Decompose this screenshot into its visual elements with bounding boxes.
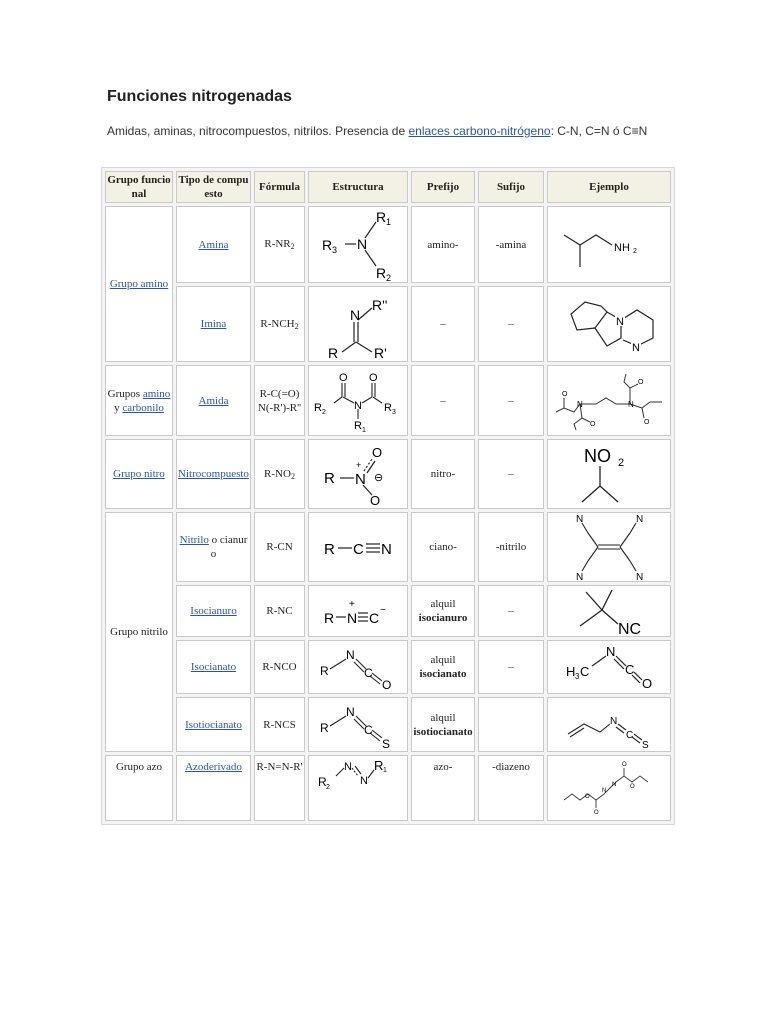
svg-text:2: 2 (618, 457, 625, 469)
svg-text:O: O (630, 784, 635, 790)
svg-text:2: 2 (322, 408, 326, 416)
prefijo-amina-cell: amino- (411, 206, 475, 283)
example-isotiocianato-cell (547, 697, 671, 752)
nitrogen-functions-table (101, 167, 675, 825)
formula-isocianato-cell: R-NCO (254, 640, 305, 694)
link-amino[interactable]: amino (142, 387, 171, 400)
structure-imide-diagram (310, 367, 406, 435)
svg-text:O: O (642, 676, 653, 691)
formula-amida-cell: R-C(=O)N(-R')-R'' (254, 365, 305, 436)
page-title: Funciones nitrogenadas (107, 88, 292, 105)
header-estructura: Estructura (308, 171, 408, 203)
example-isocianato-cell (547, 640, 671, 694)
example-methyl-isocyanate-diagram (554, 642, 664, 692)
structure-nitrile-diagram (310, 527, 406, 567)
structure-nitro-cell (308, 439, 408, 509)
table-row-amida (105, 365, 671, 436)
svg-text:N: N (354, 399, 362, 412)
svg-text:C: C (353, 541, 364, 558)
svg-text:N: N (632, 342, 640, 354)
link-nitrilo[interactable]: Nitrilo (179, 534, 209, 546)
prefijo-isotiocianato-cell: alquil isotiocianato (411, 697, 475, 752)
svg-text:N: N (636, 572, 644, 581)
svg-text:+: + (356, 460, 362, 470)
group-nitro-cell (105, 439, 173, 509)
header-sufijo: Sufijo (478, 171, 544, 203)
svg-text:R: R (320, 664, 329, 678)
structure-isocyanide-diagram (310, 589, 406, 633)
structure-isocianato-cell (308, 640, 408, 694)
link-isotiocianato[interactable]: Isotiocianato (185, 718, 242, 731)
svg-text:N: N (576, 572, 584, 581)
svg-text:O: O (590, 420, 596, 428)
svg-text:R: R (328, 345, 339, 360)
structure-amine-diagram (310, 208, 406, 282)
tipo-isotiocianato-cell (176, 697, 251, 752)
tipo-nitro-cell (176, 439, 251, 509)
header-ejemplo: Ejemplo (547, 171, 671, 203)
svg-text:C: C (369, 610, 380, 626)
structure-isocyanate-diagram (310, 643, 406, 691)
link-amina[interactable]: Amina (198, 238, 229, 251)
link-grupo-nitro[interactable]: Grupo nitro (113, 468, 165, 480)
table-row-imina (105, 286, 671, 362)
link-isocianuro[interactable]: Isocianuro (190, 605, 237, 617)
example-amida-cell (547, 365, 671, 436)
svg-text:N: N (381, 541, 392, 558)
svg-text:R: R (324, 541, 335, 558)
svg-text:R': R' (374, 345, 387, 360)
structure-nitrilo-cell (308, 512, 408, 582)
svg-text:+: + (349, 599, 355, 610)
example-tetracyanoethylene-diagram (554, 513, 664, 581)
example-imina-cell (547, 286, 671, 362)
svg-text:3: 3 (575, 672, 580, 681)
svg-text:S: S (382, 736, 391, 750)
svg-text:2: 2 (386, 272, 392, 282)
sufijo-isocianuro-cell: – (478, 585, 544, 637)
structure-isocianuro-cell (308, 585, 408, 637)
svg-text:O: O (382, 678, 392, 691)
link-carbonilo[interactable]: carbonilo (122, 401, 164, 414)
svg-text:N: N (347, 610, 358, 626)
sufijo-imina-cell: – (478, 286, 544, 362)
svg-text:O: O (594, 810, 599, 816)
group-nitrilo-cell: Grupo nitrilo (105, 512, 173, 752)
svg-text:C: C (626, 729, 634, 741)
example-bicyclic-amidine-diagram (553, 290, 665, 358)
svg-text:N: N (606, 644, 616, 659)
formula-nitrilo-cell: R-CN (254, 512, 305, 582)
svg-text:N: N (602, 788, 607, 794)
tipo-isocianuro-cell (176, 585, 251, 637)
svg-text:N: N (610, 715, 618, 727)
table-row-isocianuro (105, 585, 671, 637)
svg-text:N: N (577, 399, 583, 409)
example-isobutylamine-diagram (554, 215, 664, 275)
intro-paragraph: Amidas, aminas, nitrocompuestos, nitrilos. Presencia de enlaces carbono-nitrógeno: C-N, C=N ó C≡N (107, 124, 648, 138)
table-row-nitro (105, 439, 671, 509)
structure-isotiocianato-cell (308, 697, 408, 752)
svg-text:H: H (566, 664, 576, 679)
svg-text:N: N (360, 775, 368, 787)
prefijo-nitrilo-cell: ciano- (411, 512, 475, 582)
tipo-nitrilo-cell: Nitrilo o cianuro (176, 512, 251, 582)
svg-text:C: C (364, 722, 373, 737)
svg-text:R: R (314, 401, 322, 414)
svg-text:O: O (370, 493, 381, 507)
example-nitro-cell (547, 439, 671, 509)
sufijo-isocianato-cell: – (478, 640, 544, 694)
header-formula: Fórmula (254, 171, 305, 203)
structure-imina-cell (308, 286, 408, 362)
tipo-imina-cell (176, 286, 251, 362)
svg-text:O: O (622, 762, 627, 768)
svg-text:1: 1 (386, 216, 392, 227)
example-azo-cell (547, 755, 671, 821)
group-amida-cell: Grupos amino y carbonilo (105, 365, 173, 436)
link-grupo-amino[interactable]: Grupo amino (109, 278, 169, 290)
svg-text:N: N (616, 316, 624, 328)
table-row-nitrilo (105, 512, 671, 582)
svg-text:N: N (346, 648, 355, 662)
table-row-isotiocianato (105, 697, 671, 752)
table-row-amina (105, 206, 671, 283)
svg-text:R: R (374, 758, 384, 773)
svg-text:2: 2 (326, 784, 330, 790)
tipo-azo-cell (176, 755, 251, 821)
svg-text:R: R (322, 236, 333, 253)
formula-azo-cell: R-N=N-R' (254, 755, 305, 821)
svg-text:2: 2 (633, 247, 637, 255)
example-tetraacetylethylenediamine-diagram (550, 368, 668, 434)
svg-text:R: R (376, 264, 387, 281)
structure-nitro-diagram (310, 441, 406, 507)
svg-text:N: N (357, 235, 368, 252)
svg-text:C: C (625, 662, 635, 677)
svg-text:O: O (638, 378, 644, 386)
tipo-amina-cell (176, 206, 251, 283)
header-prefijo: Prefijo (411, 171, 475, 203)
svg-text:N: N (355, 471, 366, 488)
svg-text:R: R (324, 610, 335, 626)
prefijo-azo-cell: azo- (411, 755, 475, 821)
svg-text:NC: NC (618, 621, 642, 636)
svg-text:C: C (580, 664, 590, 679)
svg-text:−: − (380, 605, 386, 616)
svg-text:R: R (318, 775, 327, 789)
sufijo-amida-cell: – (478, 365, 544, 436)
svg-text:O: O (562, 390, 568, 398)
link-amida[interactable]: Amida (198, 394, 229, 407)
structure-azo-diagram (310, 756, 406, 790)
svg-text:R: R (320, 720, 329, 735)
header-grupo-funcional: Grupo funcional (105, 171, 173, 203)
link-imina[interactable]: Imina (200, 318, 227, 330)
prefijo-nitro-cell: nitro- (411, 439, 475, 509)
link-isocianato[interactable]: Isocianato (190, 661, 237, 673)
svg-text:O: O (369, 371, 378, 384)
formula-nitro-cell: R-NO2 (254, 439, 305, 509)
prefijo-imina-cell: – (411, 286, 475, 362)
svg-text:3: 3 (392, 408, 396, 416)
structure-isothiocyanate-diagram (310, 700, 406, 750)
table-row-azo (105, 755, 671, 821)
prefijo-amida-cell: – (411, 365, 475, 436)
formula-isotiocianato-cell: R-NCS (254, 697, 305, 752)
svg-text:N: N (636, 514, 644, 525)
example-isocianuro-cell (547, 585, 671, 637)
example-2-nitropropane-diagram (554, 440, 664, 508)
svg-text:N: N (576, 514, 584, 525)
svg-text:⊖: ⊖ (374, 472, 384, 484)
example-tert-butyl-isocyanide-diagram (554, 586, 664, 636)
example-amina-cell (547, 206, 671, 283)
svg-text:N: N (346, 704, 355, 719)
structure-imine-diagram (310, 288, 406, 360)
group-amino-cell (105, 206, 173, 362)
svg-text:O: O (372, 445, 383, 460)
svg-text:NH: NH (614, 241, 630, 254)
formula-imina-cell: R-NCH2 (254, 286, 305, 362)
example-allyl-isothiocyanate-diagram (554, 700, 664, 750)
example-diethyl-azodicarboxylate-diagram (554, 758, 664, 818)
structure-amida-cell (308, 365, 408, 436)
structure-amina-cell (308, 206, 408, 283)
sufijo-isotiocianato-cell (478, 697, 544, 752)
example-nitrilo-cell (547, 512, 671, 582)
svg-text:1: 1 (383, 767, 387, 774)
svg-text:3: 3 (332, 244, 338, 255)
svg-text:C: C (364, 666, 373, 680)
svg-text:R: R (384, 401, 392, 414)
prefijo-isocianuro-cell: alquil isocianuro (411, 585, 475, 637)
svg-text:S: S (642, 739, 649, 750)
sufijo-amina-cell: -amina (478, 206, 544, 283)
tipo-amida-cell (176, 365, 251, 436)
svg-text:NO: NO (584, 446, 611, 466)
header-tipo-compuesto: Tipo de compuesto (176, 171, 251, 203)
svg-text:O: O (339, 371, 348, 384)
group-azo-cell: Grupo azo (105, 755, 173, 821)
formula-amina-cell: R-NR2 (254, 206, 305, 283)
sufijo-azo-cell: -diazeno (478, 755, 544, 821)
svg-text:R: R (376, 208, 387, 225)
sufijo-nitro-cell: – (478, 439, 544, 509)
table-row-isocianato (105, 640, 671, 694)
svg-text:N: N (612, 782, 617, 788)
link-enlaces-carbono-nitrogeno[interactable]: enlaces carbono-nitrógeno (408, 124, 551, 138)
tipo-isocianato-cell (176, 640, 251, 694)
svg-text:O: O (585, 794, 590, 800)
link-nitrocompuesto[interactable]: Nitrocompuesto (178, 468, 249, 480)
svg-text:N: N (344, 761, 352, 773)
svg-text:O: O (644, 418, 650, 426)
prefijo-isocianato-cell: alquil isocianato (411, 640, 475, 694)
structure-azo-cell (308, 755, 408, 821)
svg-text:N: N (350, 307, 361, 323)
link-azoderivado[interactable]: Azoderivado (185, 761, 242, 773)
sufijo-nitrilo-cell: -nitrilo (478, 512, 544, 582)
svg-text:N: N (628, 399, 634, 409)
table-header-row (105, 171, 671, 203)
svg-text:R'': R'' (372, 297, 388, 313)
svg-text:R: R (354, 419, 362, 432)
formula-isocianuro-cell: R-NC (254, 585, 305, 637)
svg-text:1: 1 (362, 426, 366, 434)
svg-text:R: R (324, 470, 335, 487)
